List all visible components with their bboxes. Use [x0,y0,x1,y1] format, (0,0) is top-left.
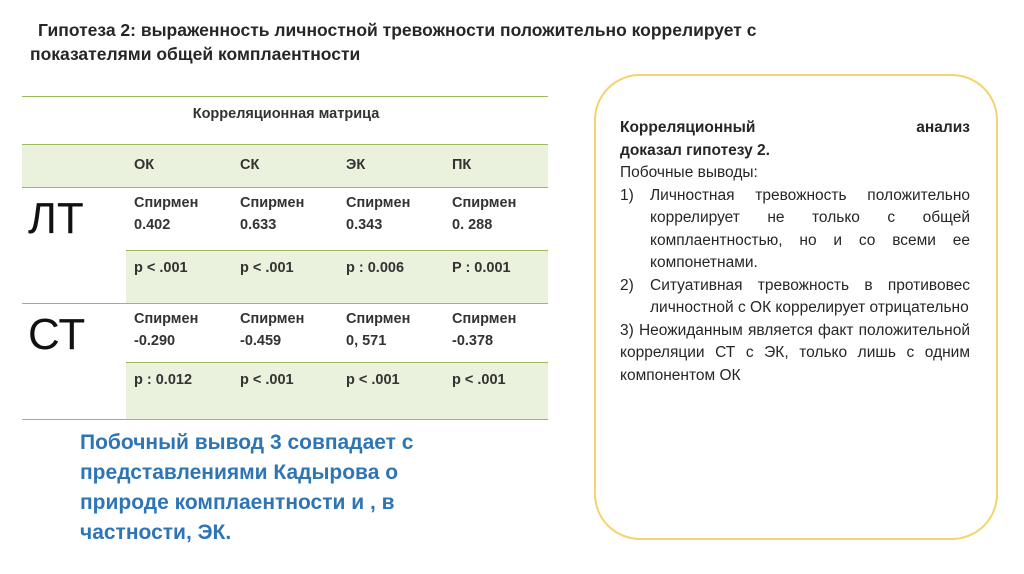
callout-list-item [620,185,970,275]
cell-st-sk-p: p < .001 [240,372,294,388]
row-label-st: СТ [28,310,86,359]
conclusion-line: Побочный вывод 3 совпадает с [80,431,414,454]
cell-lt-ok-coef: Спирмен 0.402 [134,195,199,233]
cell-st-ok-p: p : 0.012 [134,372,193,388]
correlation-matrix [22,96,548,420]
cell-st-sk-coef: Спирмен -0.459 [240,311,305,349]
list-text: Личностная тревожность положительно коррелирует не только с общей комплаентностью, но и со всеми ее компонетнами. [650,186,970,271]
slide-title-line-1: Гипотеза 2: выраженность личностной тревожности положительно коррелирует с [38,20,757,40]
row-label-lt: ЛТ [28,194,84,243]
conclusion-line: природе комплаентности и , в [80,491,395,514]
cell-lt-ek-p: p : 0.006 [346,260,405,276]
findings-callout [620,117,970,387]
column-header-ek: ЭК [346,157,366,173]
row-divider [22,303,548,304]
conclusion-text [80,428,520,548]
callout-heading-line-1: Корреляционный анализ [620,119,970,136]
list-text: Ситуативная тревожность в противовес личностной с ОК коррелирует отрицательно [650,276,970,316]
slide-title-line-2: показателями общей комплаентности [30,44,361,64]
cell-st-ek-coef: Спирмен 0, 571 [346,311,411,349]
callout-heading-line-2: доказал гипотезу 2. [620,141,770,159]
callout-subheading: Побочные выводы: [620,164,758,181]
column-header-sk: СК [240,157,260,173]
cell-lt-sk-coef: Спирмен 0.633 [240,195,305,233]
matrix-top-rule [22,96,548,97]
cell-lt-ok-p: p < .001 [134,260,188,276]
column-header-pk: ПК [452,157,472,173]
cell-lt-pk-coef: Спирмен 0. 288 [452,195,517,233]
cell-st-ok-coef: Спирмен -0.290 [134,311,199,349]
callout-list-item [620,275,970,320]
cell-lt-sk-p: p < .001 [240,260,294,276]
cell-lt-ek-coef: Спирмен 0.343 [346,195,411,233]
matrix-bottom-rule [22,419,548,420]
conclusion-line: представлениями Кадырова о [80,461,399,484]
cell-st-pk-coef: Спирмен -0.378 [452,311,517,349]
list-number: 1) [620,186,634,204]
list-number: 2) [620,276,634,294]
conclusion-line: частности, ЭК. [80,521,232,544]
column-header-ok: ОК [134,157,155,173]
matrix-caption: Корреляционная матрица [192,106,380,122]
cell-lt-pk-p: P : 0.001 [452,260,511,276]
slide-title [30,18,990,66]
callout-paragraph-3: 3) Неожиданным является факт положительной корреляции СТ с ЭК, только лишь с одним компонентом ОК [620,321,970,384]
cell-st-ek-p: p < .001 [346,372,400,388]
cell-st-pk-p: p < .001 [452,372,506,388]
